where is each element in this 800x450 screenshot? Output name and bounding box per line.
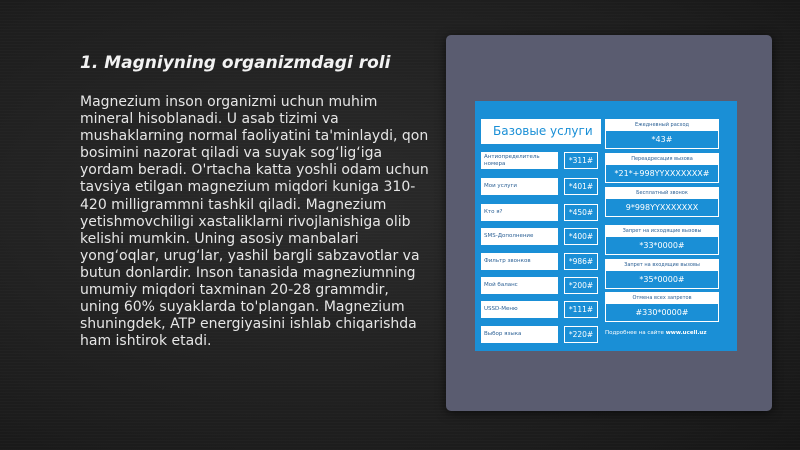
- service-code: *400#: [564, 228, 598, 245]
- service-row: [481, 228, 599, 245]
- service-name: Кто я?: [481, 204, 558, 221]
- info-label: Переадресация вызова: [606, 154, 718, 165]
- footer-website: www.ucell.uz: [665, 330, 707, 336]
- info-box: [605, 225, 719, 255]
- service-code: *220#: [564, 326, 598, 343]
- service-row: [481, 178, 599, 195]
- service-name: Мой баланс: [481, 277, 558, 294]
- info-box: [605, 119, 719, 149]
- service-name: USSD-Меню: [481, 301, 558, 318]
- service-row: [481, 301, 599, 318]
- services-title: Базовые услуги: [481, 119, 601, 144]
- info-box: [605, 292, 719, 322]
- image-footer: [605, 330, 731, 336]
- service-row: [481, 253, 599, 270]
- service-row: [481, 326, 599, 343]
- slide-body-text: Magnezium inson organizmi uchun muhim mineral hisoblanadi. U asab tizimi va mushaklarning normal faoliyatini ta'minlaydi, qon bosimini nazorat qiladi va suyak sog‘lig‘iga yordam beradi. O'rtacha katta yoshli odam uchun tavsiya etilgan magnezium miqdori kuniga 310-420 milligrammni tashkil qiladi. Magnezium yetishmovchiligi xastaliklarni rivojlanishiga olib kelishi mumkin. Uning asosiy manbalari yong‘oqlar, urug‘lar, yashil bargli sabzavotlar va butun donlardir. Inson tanasida magneziumning umumiy miqdori taxminan 20-28 grammdir, uning 60% suyaklarda to'plangan. Magnezium shuningdek, ATP energiyasini ishlab chiqarishda ham ishtirok etadi.: [80, 94, 429, 350]
- footer-text: Подробнее на сайте: [605, 330, 664, 336]
- info-code: #330*0000#: [635, 308, 689, 317]
- service-name: SMS-Дополнение: [481, 228, 558, 245]
- service-row: [481, 204, 599, 221]
- info-code: *35*0000#: [639, 275, 685, 284]
- info-box: [605, 187, 719, 217]
- service-name: Антиопределитель номера: [481, 152, 558, 169]
- info-label: Ежедневный расход: [606, 120, 718, 131]
- service-code: *311#: [564, 152, 598, 169]
- info-code: *43#: [651, 135, 673, 144]
- info-code: *33*0000#: [639, 241, 685, 250]
- info-box: [605, 153, 719, 183]
- info-label: Бесплатный звонок: [606, 188, 718, 199]
- service-name: Мои услуги: [481, 178, 558, 195]
- service-row: [481, 277, 599, 294]
- info-label: Отмена всех запретов: [606, 293, 718, 304]
- services-image: [475, 101, 737, 351]
- service-code: *986#: [564, 253, 598, 270]
- service-row: [481, 152, 599, 169]
- service-name: Фильтр звонков: [481, 253, 558, 270]
- service-code: *450#: [564, 204, 598, 221]
- service-code: *111#: [564, 301, 598, 318]
- service-code: *200#: [564, 277, 598, 294]
- info-label: Запрет на исходящие вызовы: [606, 226, 718, 237]
- info-label: Запрет на входящие вызовы: [606, 260, 718, 271]
- slide-heading: 1. Magniyning organizmdagi roli: [80, 53, 391, 73]
- info-code: 9*998YYXXXXXXX: [625, 203, 699, 212]
- service-code: *401#: [564, 178, 598, 195]
- services-panel: [481, 119, 601, 339]
- info-box: [605, 259, 719, 289]
- service-name: Выбор языка: [481, 326, 558, 343]
- info-code: *21*+998YYXXXXXXX#: [614, 169, 710, 178]
